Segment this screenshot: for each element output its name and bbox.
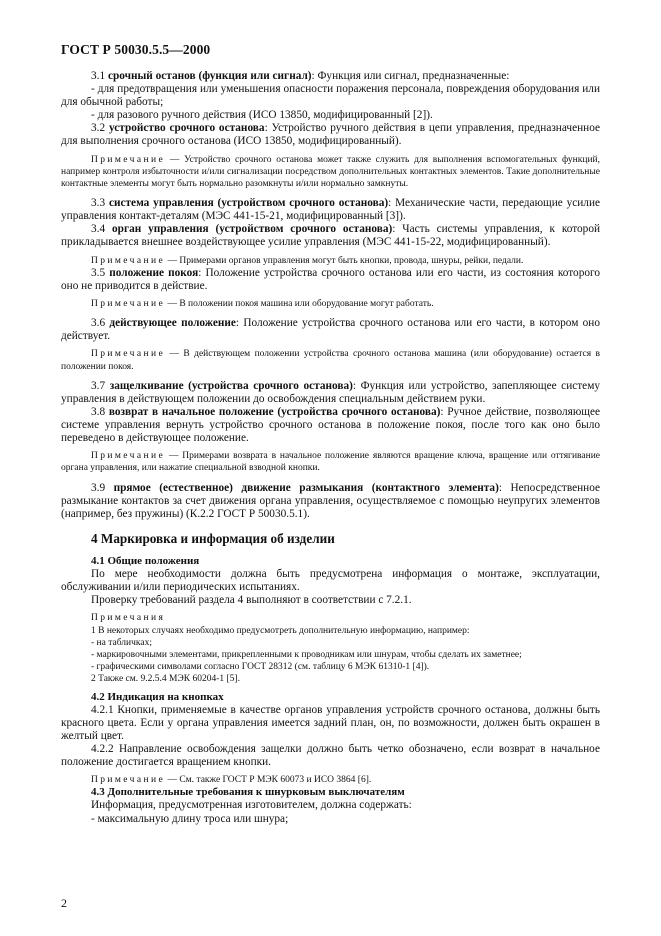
note-3-6: Примечание — В действующем положении устройства срочного останова машина (или оборудование) остается в положении покоя. xyxy=(61,349,600,372)
paragraph-3-8: 3.8 возврат в начальное положение (устройства срочного останова): Ручное действие, позволяющее системе управления вернуть устройство срочного останова в положение покоя, после того как оно было переведено в действующее положение. xyxy=(61,405,600,445)
paragraph-3-5: 3.5 положение покоя: Положение устройства срочного останова или его части, из состояния которого оно не приводится в действие. xyxy=(61,266,600,292)
paragraph-3-6: 3.6 действующее положение: Положение устройства срочного останова или его части, в котором оно действует. xyxy=(61,317,600,343)
paragraph-3-9: 3.9 прямое (естественное) движение размыкания (контактного элемента): Непосредственное размыкание контактов за счет движения органа управления, осуществляемое с помощью неупругих элементов (например, без пружины) (К.2.2 ГОСТ Р 50030.5.1). xyxy=(61,481,601,520)
document-header: ГОСТ Р 50030.5.5—2000 xyxy=(61,42,211,57)
section-4-heading: 4 Маркировка и информация об изделии xyxy=(91,530,335,546)
subsection-4-2-heading: 4.2 Индикация на кнопках xyxy=(91,690,224,703)
note-3-2: Примечание — Устройство срочного останова может также служить для выполнения вспомогательных функций, например контроля избыточности и/или сигнализации посредством дополнительных контактных элементов. Такие дополнительные контактные элементы могут быть нормально разомкнуты и/или нормально замкнуты. xyxy=(61,154,601,189)
subsection-4-1-heading: 4.1 Общие положения xyxy=(91,554,200,567)
list-item: - для предотвращения или уменьшения опасности поражения персонала, повреждения оборудования или для обычной работы; xyxy=(61,83,600,109)
paragraph-3-2: 3.2 устройство срочного останова: Устройство ручного действия в цепи управления, предназначенное для выполнения срочного останова (ИСО 13850, модифицированный). xyxy=(61,122,600,148)
paragraph-4-3: Информация, предусмотренная изготовителем, должна содержать: xyxy=(91,799,412,812)
page-number: 2 xyxy=(61,896,67,910)
paragraph-4-1: По мере необходимости должна быть предусмотрена информация о монтаже, эксплуатации, обслуживании и/или периодических испытаниях. xyxy=(61,568,600,594)
note-item: 1 В некоторых случаях необходимо предусмотреть дополнительную информацию, например: xyxy=(91,625,470,636)
paragraph-4-1-b: Проверку требований раздела 4 выполняют в соответствии с 7.2.1. xyxy=(91,594,412,607)
document-body xyxy=(61,70,600,826)
note-item: - маркировочными элементами, прикрепленными к проводникам или шнурам, чтобы сделать их заметнее; xyxy=(91,649,522,660)
notes-heading: Примечания xyxy=(91,613,166,624)
paragraph-3-4: 3.4 орган управления (устройством срочного останова): Часть системы управления, к которой прикладывается внешнее воздействующее усилие управления (МЭС 441-15-22, модифицированный). xyxy=(61,223,601,249)
paragraph-3-3: 3.3 система управления (устройством срочного останова): Механические части, передающие усилие управления контакт-деталям (МЭС 441-15-21, модифицированный [3]). xyxy=(61,197,601,223)
note-3-8: Примечание — Примерами возврата в начальное положение являются вращение ключа, вращение или оттягивание органа управления, или нажатие специальной взводной кнопки. xyxy=(61,451,601,474)
note-item: - графическими символами согласно ГОСТ 28312 (см. таблицу 6 МЭК 61310-1 [4]). xyxy=(91,662,430,673)
subsection-4-3-heading: 4.3 Дополнительные требования к шнурковым выключателям xyxy=(91,786,405,799)
note-item: 2 Также см. 9.2.5.4 МЭК 60204-1 [5]. xyxy=(91,674,240,685)
note-3-4: Примечание — Примерами органов управления могут быть кнопки, провода, шнуры, рейки, педали. xyxy=(91,255,524,266)
paragraph-3-1: 3.1 срочный останов (функция или сигнал): Функция или сигнал, предназначенные: xyxy=(91,70,510,82)
paragraph-3-7: 3.7 защелкивание (устройства срочного останова): Функция или устройство, запепляющее систему управления в действующем положении до освобождения специальным действием руки. xyxy=(61,379,600,405)
note-4-2: Примечание — См. также ГОСТ Р МЭК 60073 и ИСО 3864 [6]. xyxy=(91,775,372,786)
paragraph-4-2-2: 4.2.2 Направление освобождения защелки должно быть четко обозначено, если возврат в начальное положение достигается вращением кнопки. xyxy=(61,742,600,769)
list-item: - для разового ручного действия (ИСО 13850, модифицированный [2]). xyxy=(91,109,433,122)
note-item: - на табличках; xyxy=(91,637,152,648)
paragraph-4-2-1: 4.2.1 Кнопки, применяемые в качестве органов управления устройств срочного останова, должны быть красного цвета. Если у органа управления имеется задний план, он, по возможности, должен быть окрашен в желтый цвет. xyxy=(61,703,600,742)
note-3-5: Примечание — В положении покоя машина или оборудование могут работать. xyxy=(91,298,434,309)
list-item: - максимальную длину троса или шнура; xyxy=(91,812,289,825)
